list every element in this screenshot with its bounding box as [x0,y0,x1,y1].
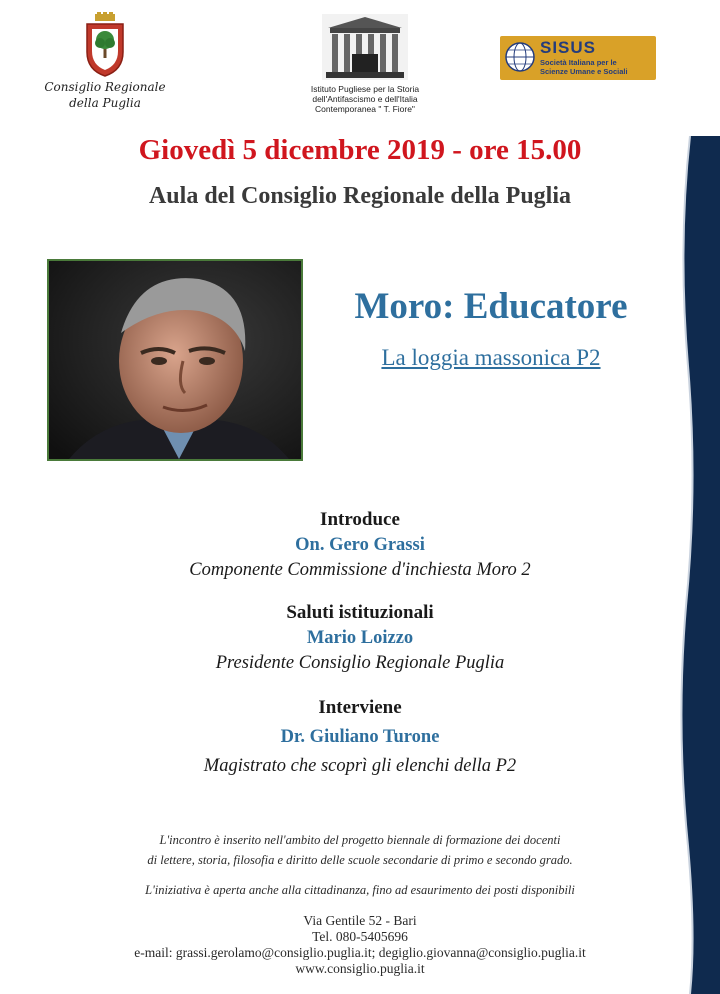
contact-block [60,913,660,977]
note-line2: di lettere, storia, filosofia e diritto delle scuole secondarie di primo e secondo grado. [147,853,573,867]
portrait-photo [47,259,303,461]
contact-website[interactable]: www.consiglio.puglia.it [295,961,425,976]
decorative-wave-band [676,136,720,994]
istituto-pugliese-logo [280,14,450,114]
program-item [60,509,660,581]
event-subtitle: La loggia massonica P2 [381,345,601,370]
program-item [60,697,660,777]
event-title: Moro: Educatore [354,286,628,327]
contact-phone: Tel. 080-5405696 [312,929,408,944]
sisus-title: SISUS [540,38,597,57]
sisus-sub-line2: Scienze Umane e Sociali [540,67,628,76]
contact-email[interactable]: e-mail: grassi.gerolamo@consiglio.puglia.it; degiglio.giovanna@consiglio.puglia.it [134,945,586,960]
logo-left-name-line1: Consiglio Regionale [44,80,166,94]
public-access-note: L'iniziativa è aperta anche alla cittadinanza, fino ad esaurimento dei posti disponibili [145,883,575,897]
portrait-illustration [49,261,301,459]
program-description: Componente Commissione d'inchiesta Moro 2 [189,560,531,580]
institute-line3: Contemporanea " T. Fiore" [315,104,415,114]
sisus-subtitle [540,58,654,76]
program-person: Dr. Giuliano Turone [280,727,440,747]
program-role: Interviene [318,697,402,718]
note-line1: L'incontro è inserito nell'ambito del progetto biennale di formazione dei docenti [159,833,561,847]
sisus-logo [500,36,656,80]
regional-crest-icon [83,12,127,78]
globe-icon [504,41,536,73]
event-venue: Aula del Consiglio Regionale della Puglia [148,183,572,209]
program-description: Presidente Consiglio Regionale Puglia [215,653,505,673]
program-description: Magistrato che scoprì gli elenchi della P2 [203,756,517,776]
program-item [60,602,660,674]
project-note [60,830,660,870]
sisus-badge [500,36,656,80]
logo-left-name-line2: della Puglia [69,96,141,110]
contact-address: Via Gentile 52 - Bari [303,913,417,928]
consiglio-regionale-logo [40,12,170,110]
program-role: Saluti istituzionali [286,602,434,623]
institute-name [280,84,450,114]
sisus-sub-line1: Società Italiana per le [540,58,617,67]
program-person: Mario Loizzo [306,628,414,648]
institute-line1: Istituto Pugliese per la Storia [310,84,420,94]
event-date: Giovedì 5 dicembre 2019 - ore 15.00 [138,134,582,166]
building-engraving-icon [322,14,408,80]
program-person: On. Gero Grassi [295,535,425,555]
program-role: Introduce [320,509,400,530]
institute-line2: dell'Antifascismo e dell'Italia [312,94,418,104]
